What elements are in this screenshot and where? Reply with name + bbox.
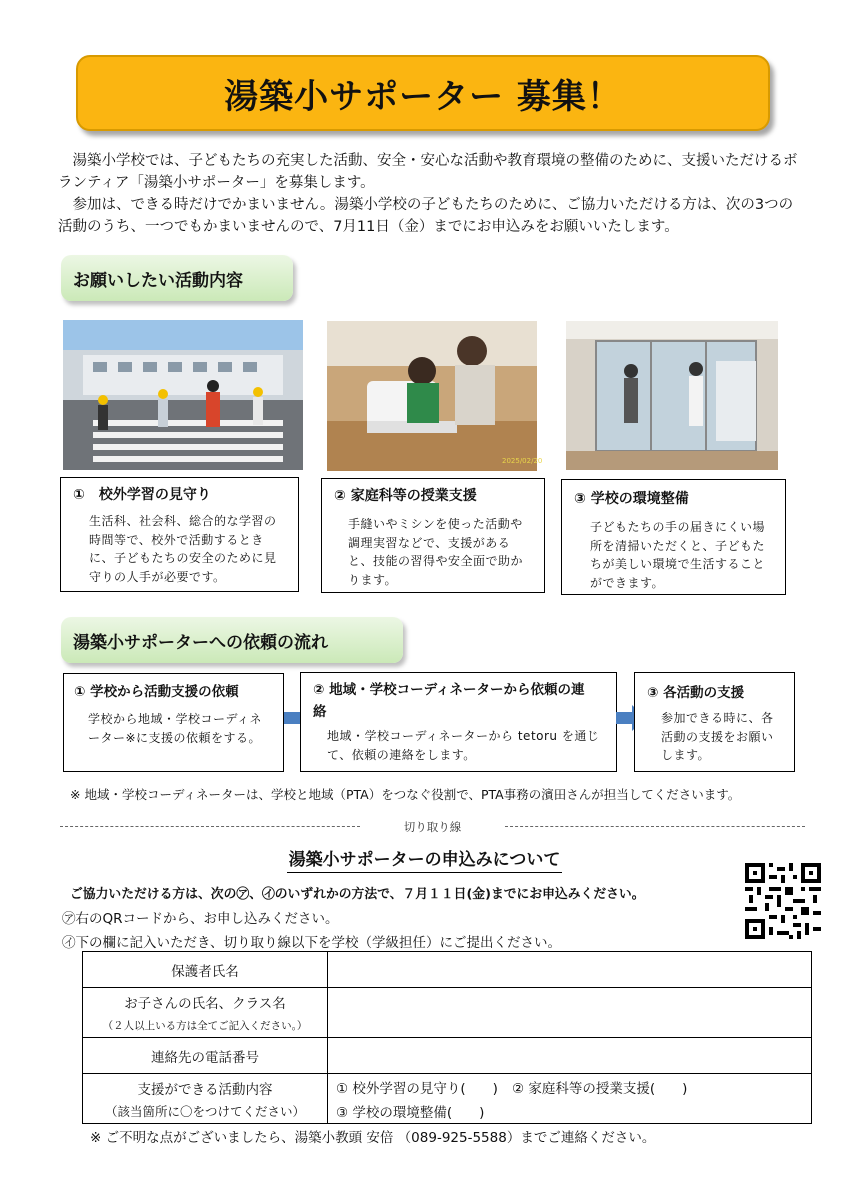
activity-card-3-title: ③ 学校の環境整備	[574, 491, 689, 507]
flow-step-3-title: ③ 各活動の支援	[647, 685, 745, 701]
apply-lead: ご協力いただける方は、次の㋐、㋑のいずれかの方法で、７月１１日(金)までにお申込みください。	[70, 887, 645, 902]
activities-heading	[61, 255, 293, 301]
photo-cleaning	[566, 321, 778, 470]
activity-card-1-title: ① 校外学習の見守り	[73, 487, 211, 503]
activities-options-cell	[328, 1074, 812, 1124]
flow-heading-label: 湯築小サポーターへの依頼の流れ	[73, 632, 328, 653]
activity-card-3	[561, 479, 786, 595]
cut-line-label: 切り取り線	[403, 820, 462, 834]
activity-card-2-title: ② 家庭科等の授業支援	[334, 488, 477, 504]
apply-method-a: ㋐右のQRコードから、お申し込みください。	[62, 911, 339, 927]
photo-crossing	[63, 320, 303, 470]
child-name-field[interactable]	[328, 988, 812, 1038]
coordinator-footnote: ※ 地域・学校コーディネーターは、学校と地域（PTA）をつなぐ役割で、PTA事務の濱田さんが担当してくださいます。	[70, 787, 741, 802]
option-home-economics[interactable]: ② 家庭科等の授業支援( )	[511, 1080, 688, 1097]
option-environment[interactable]: ③ 学校の環境整備( )	[336, 1104, 485, 1121]
activity-card-2-body: 手縫いやミシンを使った活動や調理実習などで、支援があると、技能の習得や安全面で助かります。	[348, 517, 524, 587]
flow-step-2-body: 地域・学校コーディネーターから tetoru を通じて、依頼の連絡をします。	[327, 729, 600, 762]
child-name-label: お子さんの氏名、クラス名	[124, 996, 286, 1012]
activities-note: （該当箇所に〇をつけてください）	[104, 1103, 305, 1119]
application-form	[82, 951, 812, 1124]
phone-label: 連絡先の電話番号	[83, 1038, 328, 1074]
apply-method-b: ㋑下の欄に記入いただき、切り取り線以下を学校（学級担任）にご提出ください。	[62, 935, 561, 951]
flow-step-3-body: 参加できる時に、各活動の支援をお願いします。	[661, 711, 774, 762]
page-title: 湯築小サポーター 募集！	[224, 76, 622, 117]
contact-note: ※ ご不明な点がございましたら、湯築小教頭 安倍 （089-925-5588）までご連絡ください。	[90, 1130, 656, 1146]
activity-card-2	[321, 478, 545, 593]
intro-text	[58, 150, 798, 238]
activity-card-3-body: 子どもたちの手の届きにくい場所を清掃いただくと、子どもたちが美しい環境で生活することができます。	[590, 520, 766, 590]
option-field-trip[interactable]: ① 校外学習の見守り( )	[336, 1080, 498, 1097]
activity-card-1-body: 生活科、社会科、総合的な学習の時間等で、校外で活動するときに、子どもたちの安全のために見守りの人手が必要です。	[89, 514, 277, 584]
flow-step-1	[63, 673, 284, 772]
activities-label-cell	[83, 1074, 328, 1124]
intro-paragraph-1: 湯築小学校では、子どもたちの充実した活動、安全・安心な活動や教育環境の整備のために、支援いただけるボランティア「湯築小サポーター」を募集します。	[58, 153, 798, 191]
flow-step-1-title: ① 学校から活動支援の依頼	[74, 684, 239, 700]
apply-title-text: 湯築小サポーターの申込みについて	[287, 850, 563, 873]
activities-label: 支援ができる活動内容	[137, 1081, 273, 1098]
guardian-name-label: 保護者氏名	[83, 952, 328, 988]
title-banner	[76, 55, 770, 131]
photo-sewing	[327, 321, 543, 471]
activities-heading-label: お願いしたい活動内容	[73, 270, 243, 291]
flow-step-2-title: ② 地域・学校コーディネーターから依頼の連絡	[313, 682, 585, 720]
intro-paragraph-2: 参加は、できる時だけでかまいません。湯築小学校の子どもたちのために、ご協力いただける方は、次の3つの活動のうち、一つでもかまいませんので、7月11日（金）までにお申込みをお願いいたします。	[58, 197, 794, 235]
child-name-label-cell	[83, 988, 328, 1038]
flow-heading	[61, 617, 403, 663]
child-name-note: （２人以上いる方は全てご記入ください。）	[102, 1020, 308, 1032]
flow-step-2	[300, 672, 617, 772]
activity-card-1	[60, 477, 299, 592]
qr-code[interactable]	[745, 863, 821, 943]
flow-step-1-body: 学校から地域・学校コーディネーター※に支援の依頼をする。	[88, 712, 263, 745]
photo-date-stamp: 2025/02/20	[502, 457, 543, 465]
cut-line	[60, 819, 805, 833]
phone-field[interactable]	[328, 1038, 812, 1074]
apply-title	[0, 845, 849, 870]
flow-step-3	[634, 672, 795, 772]
guardian-name-field[interactable]	[328, 952, 812, 988]
